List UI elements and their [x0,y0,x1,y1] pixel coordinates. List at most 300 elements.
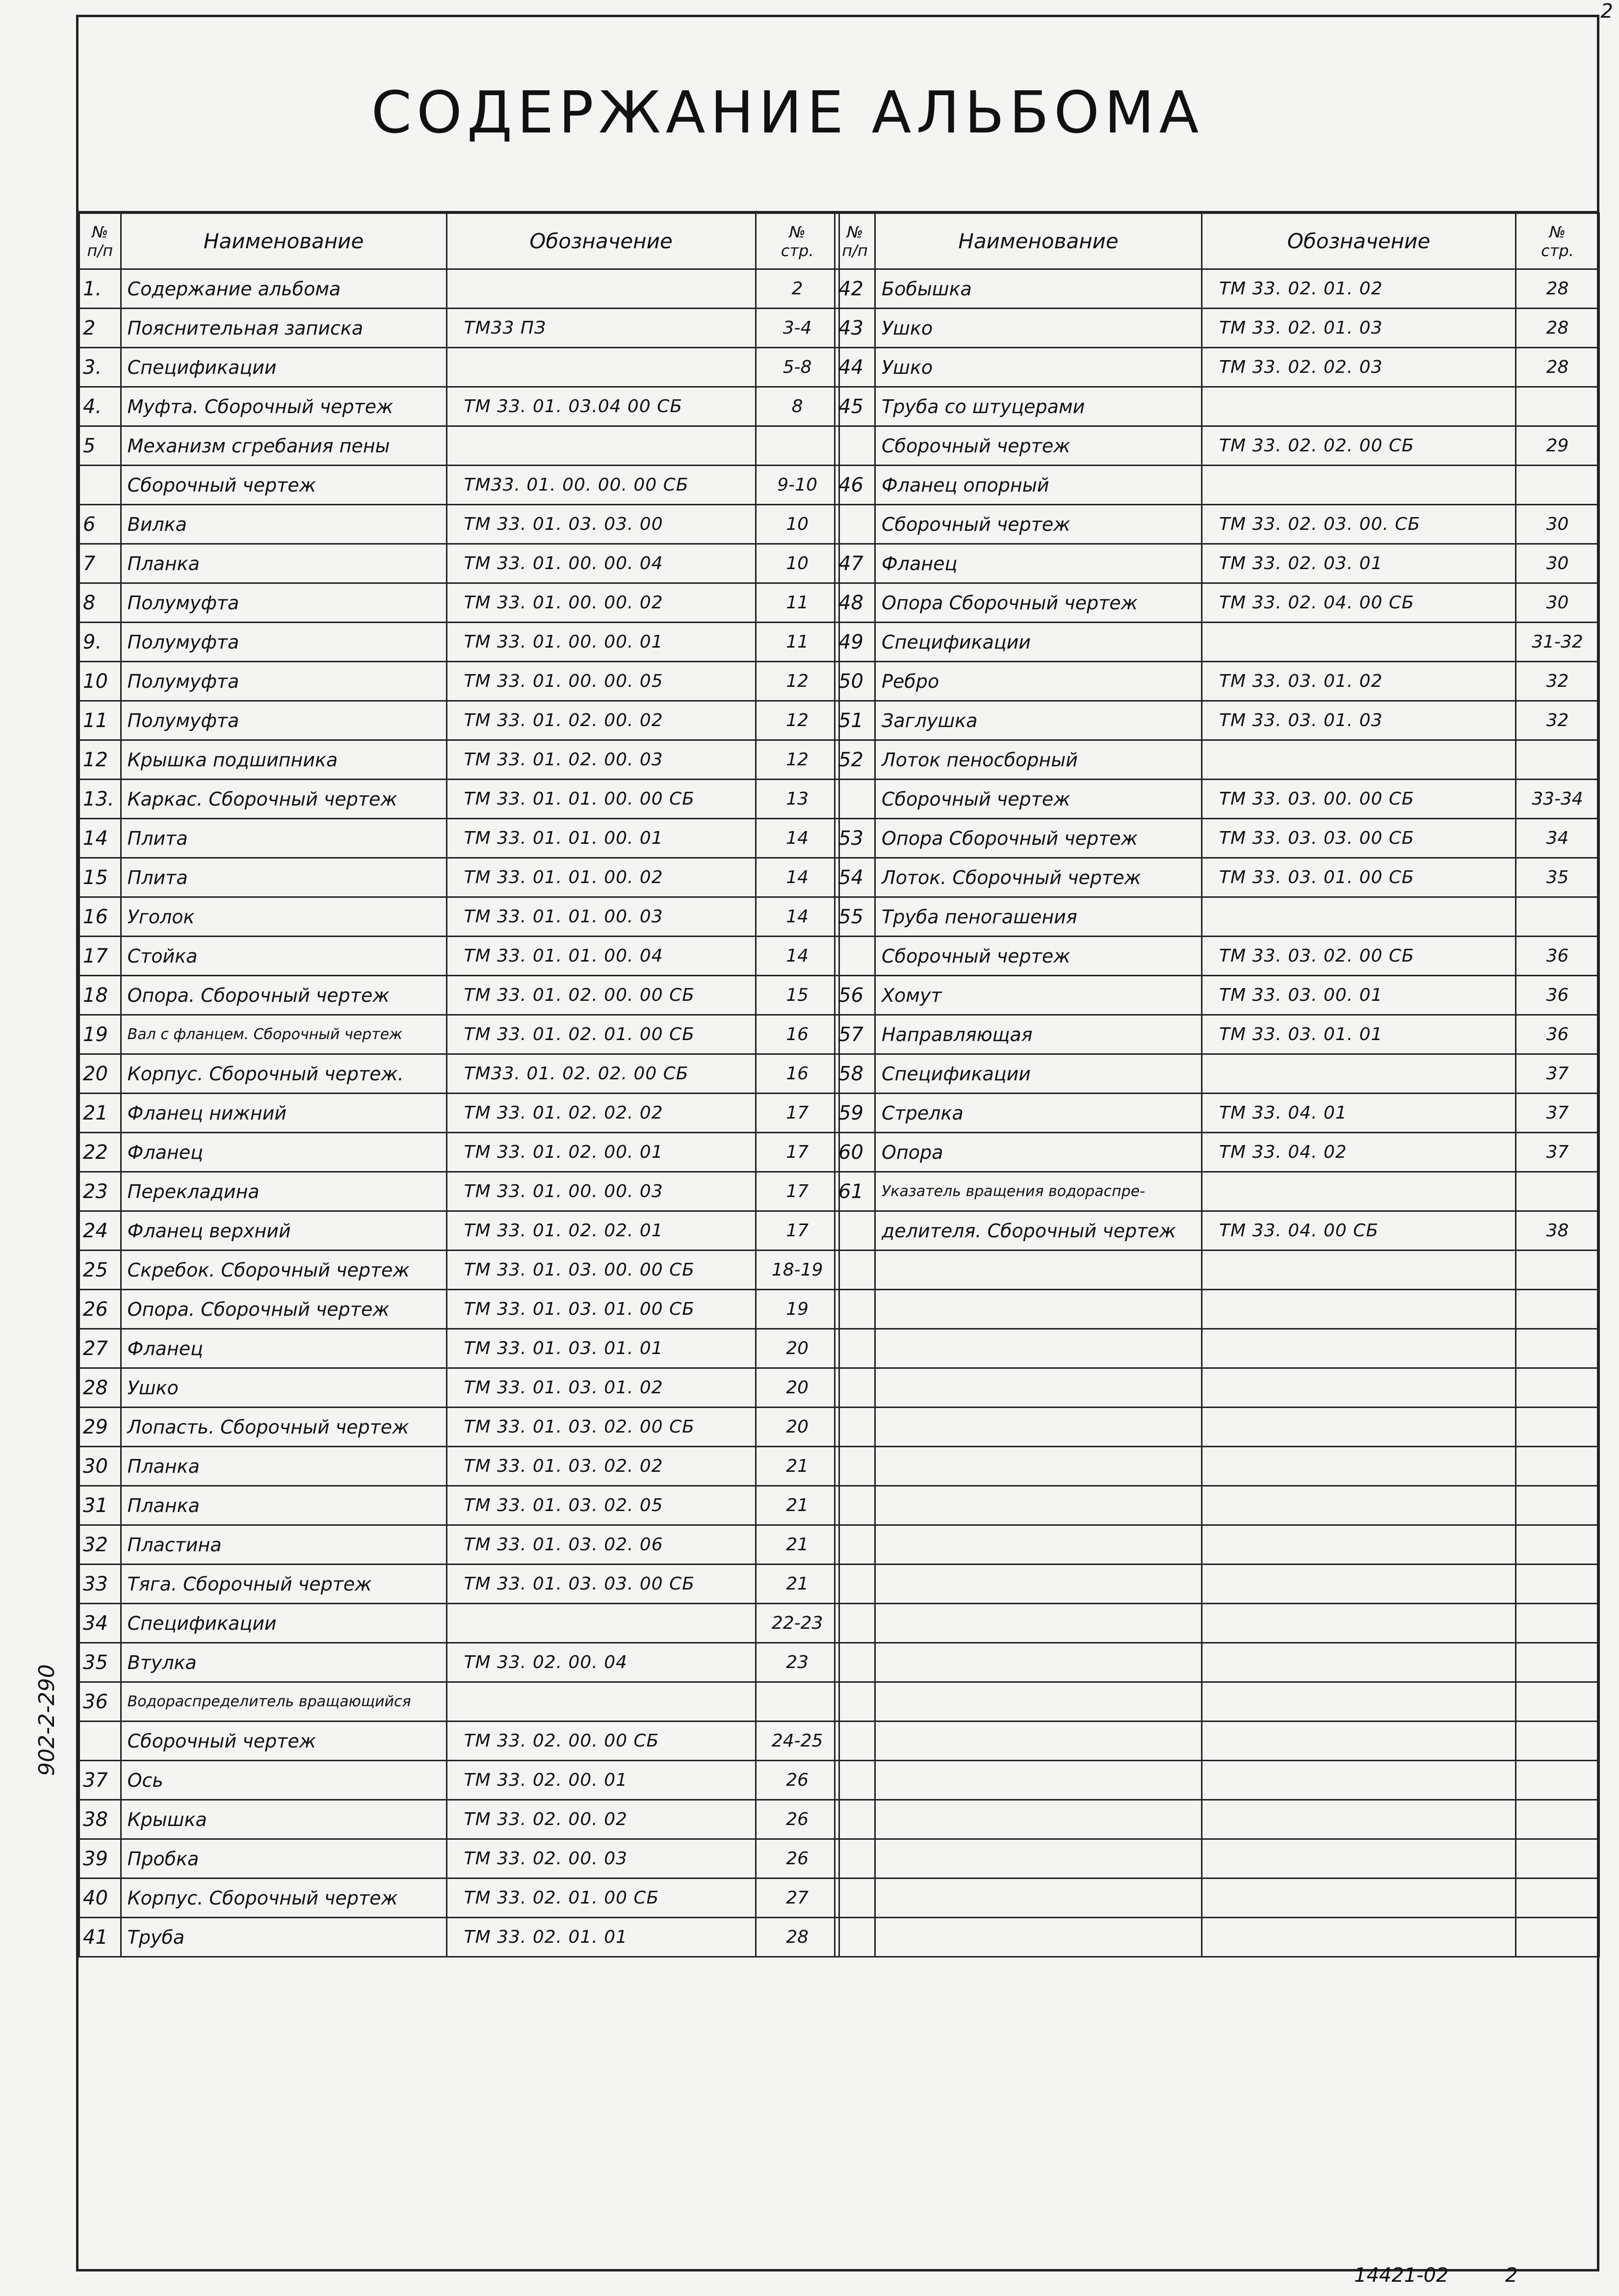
row-page: 31-32 [1516,623,1599,662]
row-number: 42 [835,269,875,309]
row-number [835,1682,875,1722]
row-number: 60 [835,1133,875,1172]
row-designation: ТМ 33. 02. 01. 02 [1202,269,1516,309]
table-row [835,269,1599,309]
row-page [1516,1918,1599,1957]
row-name: Труба пеногашения [875,897,1202,937]
row-number: 7 [79,544,121,583]
table-row [835,701,1599,740]
row-page: 17 [756,1094,839,1133]
table-row [79,387,839,426]
sheet-number: 2 [1600,0,1613,23]
row-designation: ТМ 33. 04. 02 [1202,1133,1516,1172]
table-row [79,937,839,976]
row-number: 6 [79,505,121,544]
row-number: 5 [79,426,121,466]
row-designation: ТМ 33. 01. 00. 00. 03 [446,1172,756,1211]
row-designation: ТМ 33. 03. 01. 03 [1202,701,1516,740]
row-page [1516,1447,1599,1486]
header-page [756,213,839,269]
row-designation: ТМ 33. 01. 02. 00. 00 СБ [446,976,756,1015]
row-page [1516,1525,1599,1565]
row-designation: ТМ33. 01. 00. 00. 00 СБ [446,466,756,505]
row-name: Планка [121,544,446,583]
table-row [79,1918,839,1957]
row-number: 30 [79,1447,121,1486]
row-designation: ТМ 33. 01. 00. 00. 01 [446,623,756,662]
table-row [79,1408,839,1447]
row-number: 8 [79,583,121,623]
table-row [835,466,1599,505]
row-number: 29 [79,1408,121,1447]
table-row [79,466,839,505]
row-name: Бобышка [875,269,1202,309]
row-name: Опора. Сборочный чертеж [121,976,446,1015]
row-page: 28 [1516,348,1599,387]
row-number: 43 [835,309,875,348]
table-row [79,583,839,623]
row-page: 26 [756,1800,839,1839]
table-row [79,1682,839,1722]
row-designation: ТМ 33. 01. 01. 00. 01 [446,819,756,858]
row-number: 20 [79,1054,121,1094]
row-number: 25 [79,1251,121,1290]
row-number [835,1486,875,1525]
row-number: 34 [79,1604,121,1643]
row-name: Тяга. Сборочный чертеж [121,1565,446,1604]
row-name: Указатель вращения водораспре- [875,1172,1202,1211]
table-row [835,1722,1599,1761]
row-designation [446,1682,756,1722]
row-name: Вилка [121,505,446,544]
footer-code: 14421-02 [1354,2264,1449,2287]
header-page [1516,213,1599,269]
row-name [875,1486,1202,1525]
table-row [835,623,1599,662]
row-designation: ТМ 33. 03. 01. 01 [1202,1015,1516,1054]
row-number: 28 [79,1368,121,1408]
row-designation [1202,1682,1516,1722]
row-number: 17 [79,937,121,976]
table-row [835,544,1599,583]
table-row [79,1565,839,1604]
row-page [756,426,839,466]
row-number: 52 [835,740,875,780]
row-name: Лопасть. Сборочный чертеж [121,1408,446,1447]
row-designation: ТМ 33. 01. 02. 01. 00 СБ [446,1015,756,1054]
row-designation: ТМ 33. 03. 01. 00 СБ [1202,858,1516,897]
row-name: Сборочный чертеж [875,780,1202,819]
row-number: 15 [79,858,121,897]
row-designation: ТМ 33. 02. 00. 01 [446,1761,756,1800]
row-number [835,1525,875,1565]
row-page: 8 [756,387,839,426]
table-row [79,662,839,701]
table-row [79,1447,839,1486]
contents-body-right [835,269,1599,1957]
table-row [835,780,1599,819]
row-designation: ТМ 33. 01. 01. 00. 00 СБ [446,780,756,819]
table-row [79,1133,839,1172]
row-designation: ТМ 33. 01. 02. 02. 02 [446,1094,756,1133]
row-number: 33 [79,1565,121,1604]
header-num [835,213,875,269]
row-page: 36 [1516,937,1599,976]
row-designation: ТМ 33. 01. 03. 02. 05 [446,1486,756,1525]
row-designation: ТМ 33. 01. 00. 00. 02 [446,583,756,623]
row-designation: ТМ 33. 03. 01. 02 [1202,662,1516,701]
table-row [835,1879,1599,1918]
row-number: 61 [835,1172,875,1211]
table-row [835,1290,1599,1329]
row-name [875,1879,1202,1918]
row-name: Пластина [121,1525,446,1565]
row-designation [1202,387,1516,426]
row-designation [1202,1290,1516,1329]
row-designation: ТМ 33. 02. 02. 00 СБ [1202,426,1516,466]
row-page: 10 [756,544,839,583]
header-row [79,213,839,269]
row-name [875,1447,1202,1486]
row-designation [1202,1839,1516,1879]
row-page [1516,1879,1599,1918]
row-number: 21 [79,1094,121,1133]
row-name: делителя. Сборочный чертеж [875,1211,1202,1251]
row-designation [1202,1643,1516,1682]
table-row [835,1486,1599,1525]
row-name [875,1368,1202,1408]
row-designation: ТМ 33. 02. 00. 00 СБ [446,1722,756,1761]
header-page-sub: стр. [1541,241,1574,260]
row-number [835,1643,875,1682]
row-name: Корпус. Сборочный чертеж. [121,1054,446,1094]
table-row [835,858,1599,897]
table-row [79,309,839,348]
row-page: 2 [756,269,839,309]
row-number [835,1251,875,1290]
row-name: Полумуфта [121,623,446,662]
row-name: Спецификации [121,348,446,387]
row-page: 26 [756,1839,839,1879]
row-number: 53 [835,819,875,858]
row-designation [1202,1722,1516,1761]
row-number [835,1761,875,1800]
row-number: 31 [79,1486,121,1525]
row-name: Хомут [875,976,1202,1015]
table-row [835,1447,1599,1486]
row-page [1516,1329,1599,1368]
table-row [835,1251,1599,1290]
row-page: 14 [756,897,839,937]
row-number [835,1800,875,1839]
row-designation: ТМ 33. 02. 00. 04 [446,1643,756,1682]
row-designation [1202,623,1516,662]
row-number [835,426,875,466]
table-row [835,387,1599,426]
header-num-symbol: № [846,222,863,241]
row-name [875,1722,1202,1761]
row-name: Направляющая [875,1015,1202,1054]
table-row [835,1329,1599,1368]
row-page: 17 [756,1172,839,1211]
row-number [835,1329,875,1368]
row-page: 20 [756,1408,839,1447]
footer-page: 2 [1505,2264,1518,2287]
table-row [79,426,839,466]
table-row [79,1329,839,1368]
row-number: 49 [835,623,875,662]
row-name: Опора. Сборочный чертеж [121,1290,446,1329]
row-name: Заглушка [875,701,1202,740]
table-row [79,780,839,819]
row-name: Стрелка [875,1094,1202,1133]
row-name: Лоток пеносборный [875,740,1202,780]
row-number: 4. [79,387,121,426]
header-num-sub: п/п [87,241,113,260]
row-number: 24 [79,1211,121,1251]
row-designation [446,1604,756,1643]
row-name [875,1251,1202,1290]
row-name: Полумуфта [121,583,446,623]
table-row [79,1643,839,1682]
row-number: 12 [79,740,121,780]
row-page [1516,1290,1599,1329]
row-page: 14 [756,858,839,897]
table-row [79,1172,839,1211]
table-row [835,1094,1599,1133]
row-page: 14 [756,819,839,858]
row-page: 29 [1516,426,1599,466]
row-name: Опора Сборочный чертеж [875,583,1202,623]
row-number [79,1722,121,1761]
table-row [835,1682,1599,1722]
row-number: 36 [79,1682,121,1722]
row-name: Сборочный чертеж [875,505,1202,544]
row-page: 30 [1516,583,1599,623]
row-page: 36 [1516,1015,1599,1054]
table-row [79,897,839,937]
row-designation: ТМ 33. 01. 01. 00. 03 [446,897,756,937]
row-page [1516,1722,1599,1761]
row-page: 37 [1516,1094,1599,1133]
row-name: Фланец [121,1329,446,1368]
table-row [79,1604,839,1643]
row-name [875,1525,1202,1565]
row-designation: ТМ 33. 04. 01 [1202,1094,1516,1133]
row-page: 32 [1516,662,1599,701]
table-row [835,740,1599,780]
row-number: 41 [79,1918,121,1957]
row-name: Перекладина [121,1172,446,1211]
row-designation [1202,1368,1516,1408]
row-name: Фланец нижний [121,1094,446,1133]
row-page: 12 [756,701,839,740]
row-number: 26 [79,1290,121,1329]
table-row [835,819,1599,858]
row-page: 30 [1516,544,1599,583]
row-page [1516,1643,1599,1682]
row-name: Пояснительная записка [121,309,446,348]
table-row [835,1565,1599,1604]
row-number [835,1565,875,1604]
row-number [835,1447,875,1486]
row-designation: ТМ 33. 04. 00 СБ [1202,1211,1516,1251]
row-name: Ушко [875,348,1202,387]
row-designation [1202,1879,1516,1918]
row-designation [1202,1565,1516,1604]
row-number [835,937,875,976]
row-designation: ТМ 33. 01. 02. 00. 01 [446,1133,756,1172]
row-page [756,1682,839,1722]
row-page: 21 [756,1486,839,1525]
table-row [79,1800,839,1839]
row-designation: ТМ 33. 02. 01. 01 [446,1918,756,1957]
table-row [835,1054,1599,1094]
row-designation: ТМ 33. 01. 03. 02. 02 [446,1447,756,1486]
row-page: 11 [756,623,839,662]
row-number [835,1604,875,1643]
row-page: 21 [756,1525,839,1565]
row-designation [1202,1918,1516,1957]
table-row [835,1643,1599,1682]
row-designation: ТМ 33. 01. 03. 01. 00 СБ [446,1290,756,1329]
row-page: 11 [756,583,839,623]
row-name: Сборочный чертеж [875,426,1202,466]
row-designation: ТМ 33. 01. 03. 03. 00 [446,505,756,544]
table-row [79,1251,839,1290]
row-name [875,1643,1202,1682]
row-number [835,1408,875,1447]
header-designation: Обозначение [446,213,756,269]
header-designation: Обозначение [1202,213,1516,269]
row-number [79,466,121,505]
table-row [79,1015,839,1054]
row-designation [1202,1329,1516,1368]
table-row [79,544,839,583]
row-designation [1202,1604,1516,1643]
row-number: 55 [835,897,875,937]
table-row [835,1133,1599,1172]
table-row [79,348,839,387]
row-designation: ТМ33. 01. 02. 02. 00 СБ [446,1054,756,1094]
row-designation [1202,1251,1516,1290]
row-name [875,1918,1202,1957]
row-designation [1202,1486,1516,1525]
row-page [1516,1251,1599,1290]
row-number: 9. [79,623,121,662]
row-designation: ТМ 33. 01. 00. 00. 04 [446,544,756,583]
row-page: 20 [756,1329,839,1368]
row-page [1516,466,1599,505]
row-designation: ТМ 33. 01. 03. 01. 02 [446,1368,756,1408]
row-name [875,1565,1202,1604]
row-page: 19 [756,1290,839,1329]
table-row [79,1839,839,1879]
row-name [875,1329,1202,1368]
row-designation [1202,1408,1516,1447]
row-designation [1202,740,1516,780]
contents-table-left [78,212,840,1957]
row-page: 12 [756,740,839,780]
table-row [79,1211,839,1251]
row-page: 3-4 [756,309,839,348]
table-row [835,897,1599,937]
row-number: 3. [79,348,121,387]
row-designation: ТМ 33. 01. 01. 00. 04 [446,937,756,976]
row-page [1516,1761,1599,1800]
row-number: 47 [835,544,875,583]
row-designation [1202,466,1516,505]
header-page-sub: стр. [781,241,814,260]
table-row [835,662,1599,701]
row-designation: ТМ 33. 01. 03.04 00 СБ [446,387,756,426]
row-name: Муфта. Сборочный чертеж [121,387,446,426]
row-designation [1202,1761,1516,1800]
row-page: 14 [756,937,839,976]
row-name: Пробка [121,1839,446,1879]
table-row [79,1368,839,1408]
table-row [79,701,839,740]
row-number: 32 [79,1525,121,1565]
row-designation: ТМ 33. 01. 02. 00. 03 [446,740,756,780]
row-page: 22-23 [756,1604,839,1643]
row-page [1516,897,1599,937]
row-number: 39 [79,1839,121,1879]
row-page: 18-19 [756,1251,839,1290]
row-number: 14 [79,819,121,858]
row-designation [1202,1054,1516,1094]
row-name: Полумуфта [121,701,446,740]
header-page-symbol: № [789,222,806,241]
row-name: Ребро [875,662,1202,701]
table-row [79,819,839,858]
row-number: 10 [79,662,121,701]
row-name: Планка [121,1486,446,1525]
table-row [835,1761,1599,1800]
table-row [835,348,1599,387]
row-page: 28 [1516,269,1599,309]
table-row [79,505,839,544]
table-row [835,1800,1599,1839]
row-number: 37 [79,1761,121,1800]
album-title: СОДЕРЖАНИЕ АЛЬБОМА [371,78,1204,146]
row-name: Труба со штуцерами [875,387,1202,426]
table-row [835,1408,1599,1447]
row-page: 37 [1516,1133,1599,1172]
table-row [835,1172,1599,1211]
row-number: 46 [835,466,875,505]
row-page: 28 [1516,309,1599,348]
table-row [835,505,1599,544]
row-designation: ТМ 33. 01. 03. 00. 00 СБ [446,1251,756,1290]
row-name: Лоток. Сборочный чертеж [875,858,1202,897]
header-num-symbol: № [92,222,108,241]
row-number: 18 [79,976,121,1015]
row-page: 20 [756,1368,839,1408]
table-row [835,976,1599,1015]
row-designation [1202,1800,1516,1839]
row-page: 34 [1516,819,1599,858]
row-page: 16 [756,1015,839,1054]
row-page: 21 [756,1565,839,1604]
row-designation: ТМ 33. 02. 02. 03 [1202,348,1516,387]
row-page: 12 [756,662,839,701]
row-designation: ТМ 33. 03. 00. 00 СБ [1202,780,1516,819]
side-project-code: 902-2-290 [34,1664,59,1776]
row-page [1516,1486,1599,1525]
table-row [835,1015,1599,1054]
row-page: 17 [756,1211,839,1251]
